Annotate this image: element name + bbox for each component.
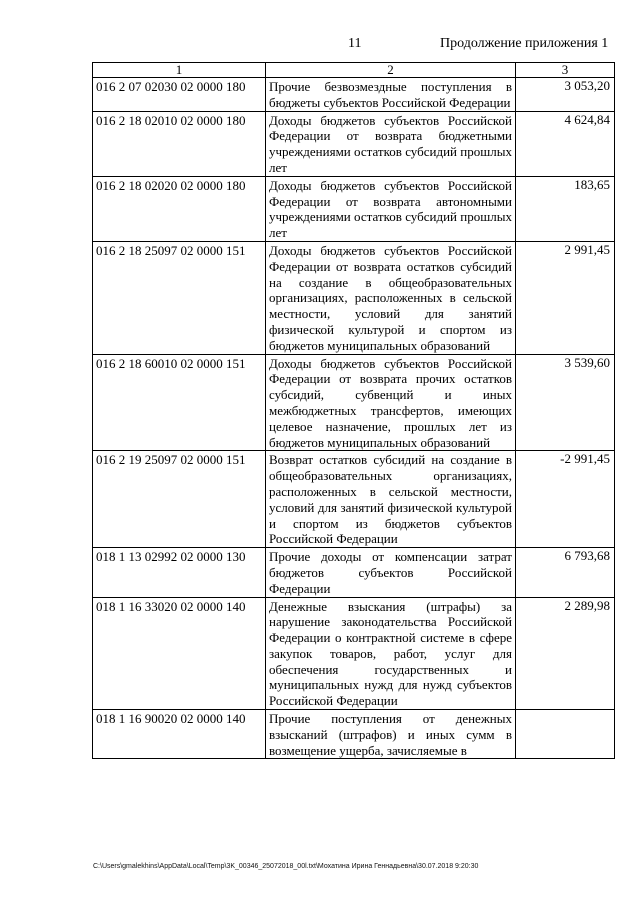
budget-code: 016 2 19 25097 02 0000 151 [93, 451, 266, 548]
column-header-3: 3 [516, 63, 615, 78]
revenue-description: Доходы бюджетов субъектов Российской Федерации от возврата прочих остатков субсидий, субвенций и иных межбюджетных трансфертов, имеющих целевое назначение, прошлых лет из бюджетов муниципальных образований [266, 354, 516, 451]
amount: 6 793,68 [516, 548, 615, 597]
table-row [93, 354, 615, 451]
table-row [93, 710, 615, 759]
budget-code: 016 2 18 60010 02 0000 151 [93, 354, 266, 451]
amount: 4 624,84 [516, 111, 615, 176]
amount: 3 053,20 [516, 78, 615, 112]
budget-code: 018 1 13 02992 02 0000 130 [93, 548, 266, 597]
column-number-row [93, 63, 615, 78]
revenue-description: Доходы бюджетов субъектов Российской Федерации от возврата бюджетными учреждениями остатков субсидий прошлых лет [266, 111, 516, 176]
revenue-description: Доходы бюджетов субъектов Российской Федерации от возврата автономными учреждениями остатков субсидий прошлых лет [266, 176, 516, 241]
revenue-description: Возврат остатков субсидий на создание в общеобразовательных организациях, расположенных в сельской местности, условий для занятий физической культурой и спортом из бюджетов субъектов Российской Федерации [266, 451, 516, 548]
budget-code: 018 1 16 90020 02 0000 140 [93, 710, 266, 759]
table-row [93, 451, 615, 548]
table-row [93, 111, 615, 176]
amount [516, 710, 615, 759]
column-header-1: 1 [93, 63, 266, 78]
budget-code: 018 1 16 33020 02 0000 140 [93, 597, 266, 710]
file-path-footer: C:\Users\gmalekhins\AppData\Local\Temp\3K_00346_25072018_00l.txt\Мохатина Ирина Геннадьевна\30.07.2018 9:20:30 [93, 863, 479, 870]
table-row [93, 548, 615, 597]
revenue-description: Прочие доходы от компенсации затрат бюджетов субъектов Российской Федерации [266, 548, 516, 597]
column-header-2: 2 [266, 63, 516, 78]
amount: 2 991,45 [516, 241, 615, 354]
revenue-description: Прочие безвозмездные поступления в бюджеты субъектов Российской Федерации [266, 78, 516, 112]
revenue-description: Денежные взыскания (штрафы) за нарушение законодательства Российской Федерации о контрактной системе в сфере закупок товаров, работ, услуг для обеспечения государственных и муниципальных нужд для нужд субъектов Российской Федерации [266, 597, 516, 710]
table-row [93, 597, 615, 710]
amount: 183,65 [516, 176, 615, 241]
budget-code: 016 2 18 25097 02 0000 151 [93, 241, 266, 354]
page-number: 11 [348, 36, 362, 51]
amount: 2 289,98 [516, 597, 615, 710]
amount: -2 991,45 [516, 451, 615, 548]
budget-code: 016 2 07 02030 02 0000 180 [93, 78, 266, 112]
budget-code: 016 2 18 02020 02 0000 180 [93, 176, 266, 241]
continuation-label: Продолжение приложения 1 [440, 36, 609, 51]
revenue-description: Прочие поступления от денежных взысканий (штрафов) и иных сумм в возмещение ущерба, зачисляемые в [266, 710, 516, 759]
revenue-description: Доходы бюджетов субъектов Российской Федерации от возврата остатков субсидий на создание в общеобразовательных организациях, расположенных в сельской местности, условий для занятий физической культурой и спортом из бюджетов муниципальных образований [266, 241, 516, 354]
table-row [93, 78, 615, 112]
budget-table [92, 62, 615, 759]
amount: 3 539,60 [516, 354, 615, 451]
table-row [93, 241, 615, 354]
table-row [93, 176, 615, 241]
budget-code: 016 2 18 02010 02 0000 180 [93, 111, 266, 176]
